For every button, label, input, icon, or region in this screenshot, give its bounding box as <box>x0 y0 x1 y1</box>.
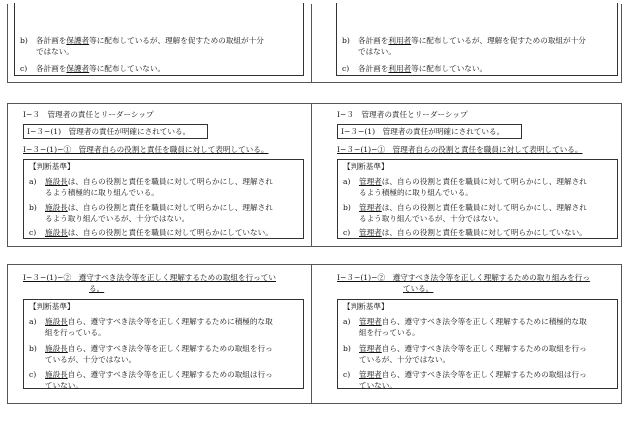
section-title: Ⅰ−３ 管理者の責任とリーダーシップ <box>23 110 154 119</box>
criterion-c: c) 管理者自ら、遵守すべき法令等を正しく理解するための取組は行っ ていない。 <box>343 370 587 390</box>
criterion-a: a) 施設長自ら、遵守すべき法令等を正しく理解するために積極的な取 組を行っている。 <box>29 317 273 337</box>
criteria-box <box>23 299 304 389</box>
term-hogosha: 保護者 <box>66 36 90 45</box>
criteria-box <box>23 159 304 239</box>
criterion-b: b) 管理者は、自らの役割と責任を職員に対して明らかにし、理解され るよう取り組んでいるが、十分ではない。 <box>343 203 587 223</box>
term-kanrisha: 管理者 <box>359 370 382 379</box>
criterion-a: a) 施設長は、自らの役割と責任を職員に対して明らかにし、理解され るよう積極的に取り組んでいる。 <box>29 177 273 197</box>
criteria-title: 【判断基準】 <box>29 162 75 171</box>
term-kanrisha: 管理者 <box>359 317 382 326</box>
criterion-c: c) 施設長自ら、遵守すべき法令等を正しく理解するための取組は行っ ていない。 <box>29 370 273 390</box>
criterion-c: c) 各計画を保護者等に配布していない。 <box>20 64 166 73</box>
middle-right-column <box>312 104 622 246</box>
term-shisetsuchou: 施設長 <box>45 344 68 353</box>
term-shisetsuchou: 施設長 <box>45 228 68 237</box>
criterion-b: b) 各計画を保護者等に配布しているが、理解を促すための取組が十分 ではない。 <box>20 36 264 56</box>
term-hogosha: 保護者 <box>66 64 90 73</box>
term-shisetsuchou: 施設長 <box>45 203 68 212</box>
criterion-c: c) 管理者は、自らの役割と責任を職員に対して明らかにしていない。 <box>343 228 587 237</box>
term-riyousha: 利用者 <box>388 64 412 73</box>
bottom-panel <box>7 264 622 404</box>
term-shisetsuchou: 施設長 <box>45 177 68 186</box>
section-title: Ⅰ−３ 管理者の責任とリーダーシップ <box>337 110 468 119</box>
term-shisetsuchou: 施設長 <box>45 370 68 379</box>
top-right-column <box>312 4 622 82</box>
sub-item-box: Ⅰ−３−(1) 管理者の責任が明確にされている。 <box>337 124 522 139</box>
term-shisetsuchou: 施設長 <box>45 317 68 326</box>
middle-left-column <box>8 104 312 246</box>
term-riyousha: 利用者 <box>388 36 412 45</box>
sub-item-box: Ⅰ−３−(1) 管理者の責任が明確にされている。 <box>23 124 208 139</box>
top-left-criteria-box <box>14 3 304 76</box>
criterion-c: c) 施設長は、自らの役割と責任を職員に対して明らかにしていない。 <box>29 228 273 237</box>
criterion-b: b) 施設長は、自らの役割と責任を職員に対して明らかにし、理解され るよう取り組んでいるが、十分ではない。 <box>29 203 273 223</box>
top-right-criteria-box <box>336 3 618 76</box>
criterion-b: b) 管理者自ら、遵守すべき法令等を正しく理解するための取組を行っ ているが、十分ではない。 <box>343 344 587 364</box>
term-kanrisha: 管理者 <box>359 203 382 212</box>
bottom-right-column <box>312 265 622 403</box>
criteria-box <box>337 299 618 389</box>
bottom-left-column <box>8 265 312 403</box>
term-kanrisha: 管理者 <box>359 177 382 186</box>
criterion-a: a) 管理者自ら、遵守すべき法令等を正しく理解するために積極的な取 組を行っている。 <box>343 317 587 337</box>
criteria-title: 【判断基準】 <box>29 302 75 311</box>
term-kanrisha: 管理者 <box>359 344 382 353</box>
term-kanrisha: 管理者 <box>359 228 382 237</box>
item-title: Ⅰ−３−(1)−② 遵守すべき法令等を正しく理解するための取組を行ってい る。 <box>23 273 276 293</box>
criteria-title: 【判断基準】 <box>343 162 389 171</box>
criteria-title: 【判断基準】 <box>343 302 389 311</box>
item-title: Ⅰ−３−(1)−① 管理者自らの役割と責任を職員に対して表明している。 <box>23 145 269 154</box>
top-panel <box>7 4 622 83</box>
criterion-b: b) 施設長自ら、遵守すべき法令等を正しく理解するための取組を行っ ているが、十分ではない。 <box>29 344 273 364</box>
item-title: Ⅰ−３−(1)−① 管理者自らの役割と責任を職員に対して表明している。 <box>337 145 583 154</box>
criteria-box <box>337 159 618 239</box>
middle-panel <box>7 103 622 247</box>
criterion-c: c) 各計画を利用者等に配布していない。 <box>342 64 488 73</box>
criterion-b: b) 各計画を利用者等に配布しているが、理解を促すための取組が十分 ではない。 <box>342 36 586 56</box>
item-title: Ⅰ−３−(1)−② 遵守すべき法令等を正しく理解するための取り組みを行っ ている。 <box>337 273 590 293</box>
criterion-a: a) 管理者は、自らの役割と責任を職員に対して明らかにし、理解され るよう積極的に取り組んでいる。 <box>343 177 587 197</box>
top-left-column <box>8 4 312 82</box>
